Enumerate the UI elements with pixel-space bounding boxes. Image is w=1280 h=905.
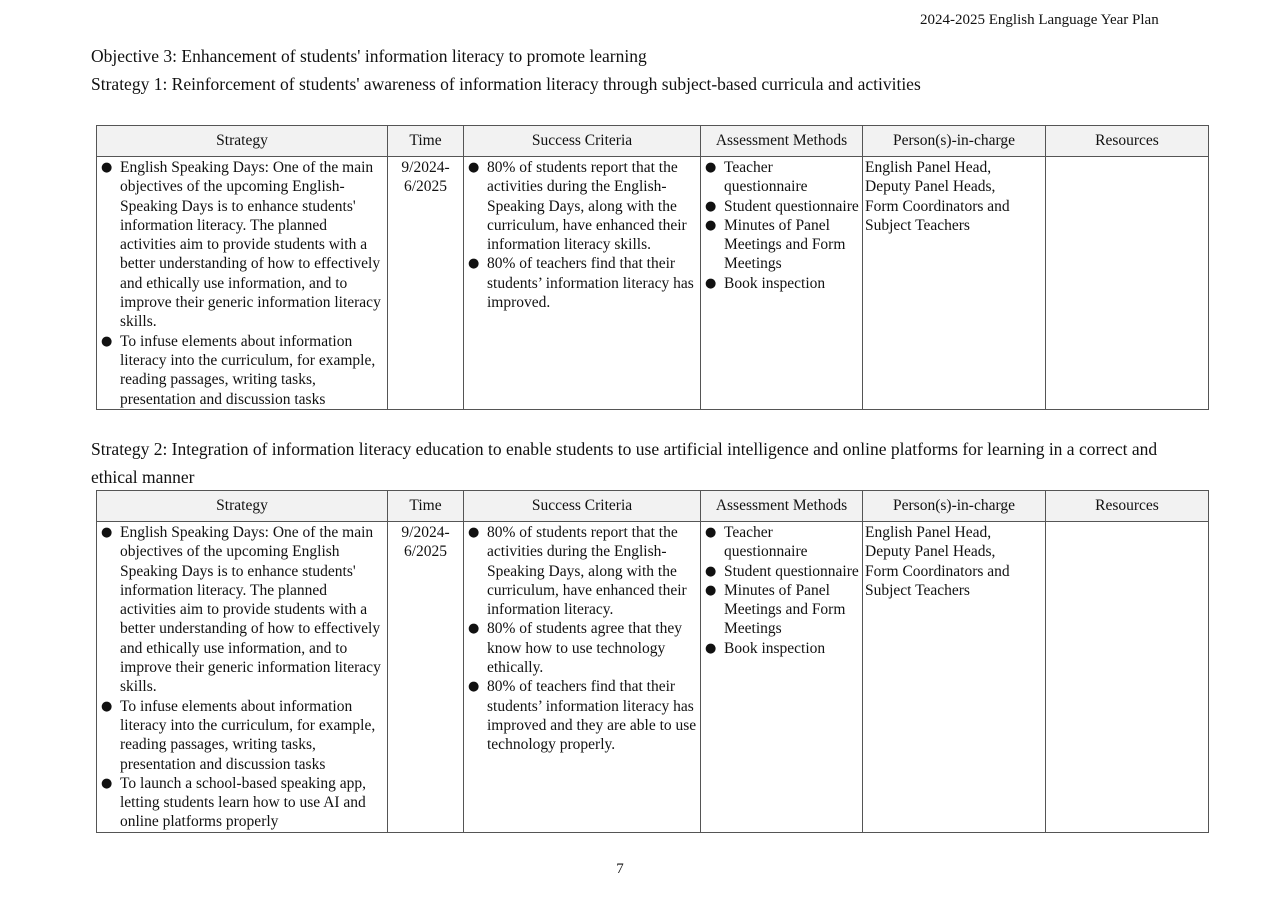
strategy-2-table — [96, 490, 1209, 833]
strategy-cell — [97, 157, 388, 410]
assessment-item: ● Student questionnaire — [703, 197, 860, 216]
criteria-item: ● 80% of teachers find that their students’ information literacy has improved and they are able to use technology properly. — [466, 677, 698, 754]
col-header-resources: Resources — [1046, 491, 1209, 522]
assessment-item: ● Minutes of Panel Meetings and Form Meetings — [703, 216, 860, 274]
strategy-item: ● To infuse elements about information literacy into the curriculum, for example, reading passages, writing tasks, presentation and discussion tasks — [99, 697, 385, 774]
col-header-persons-in-charge: Person(s)-in-charge — [863, 491, 1046, 522]
persons-in-charge-cell: English Panel Head, Deputy Panel Heads, Form Coordinators and Subject Teachers — [863, 157, 1046, 410]
col-header-success-criteria: Success Criteria — [464, 491, 701, 522]
strategy-item: ● English Speaking Days: One of the main objectives of the upcoming English Speaking Days is to enhance students' information literacy. The planned activities aim to provide students with a better understanding of how to effectively and ethically use information, and to improve their generic information literacy skills. — [99, 523, 385, 697]
strategy-item: ● English Speaking Days: One of the main objectives of the upcoming English-Speaking Days is to enhance students' information literacy. The planned activities aim to provide students with a better understanding of how to effectively and ethically use information, and to improve their generic information literacy skills. — [99, 158, 385, 332]
assessment-methods-cell — [701, 522, 863, 833]
strategy-item: ● To launch a school-based speaking app, letting students learn how to use AI and online platforms properly — [99, 774, 385, 832]
strategy-cell — [97, 522, 388, 833]
strategy-1-heading: Strategy 1: Reinforcement of students' awareness of information literacy through subject-based curricula and activities — [91, 74, 921, 94]
assessment-item: ● Book inspection — [703, 274, 860, 293]
assessment-item: ● Teacher questionnaire — [703, 158, 860, 197]
table-row — [97, 157, 1209, 410]
assessment-item: ● Student questionnaire — [703, 562, 860, 581]
assessment-item: ● Minutes of Panel Meetings and Form Meetings — [703, 581, 860, 639]
success-criteria-cell — [464, 157, 701, 410]
criteria-item: ● 80% of students agree that they know how to use technology ethically. — [466, 619, 698, 677]
table-header-row — [97, 491, 1209, 522]
assessment-methods-cell — [701, 157, 863, 410]
assessment-item: ● Teacher questionnaire — [703, 523, 860, 562]
strategy-1-table — [96, 125, 1209, 410]
table-row — [97, 522, 1209, 833]
success-criteria-cell — [464, 522, 701, 833]
persons-in-charge-cell: English Panel Head, Deputy Panel Heads, Form Coordinators and Subject Teachers — [863, 522, 1046, 833]
resources-cell — [1046, 157, 1209, 410]
col-header-strategy: Strategy — [97, 126, 388, 157]
assessment-item: ● Book inspection — [703, 639, 860, 658]
time-cell: 9/2024- 6/2025 — [388, 522, 464, 833]
resources-cell — [1046, 522, 1209, 833]
col-header-resources: Resources — [1046, 126, 1209, 157]
col-header-assessment-methods: Assessment Methods — [701, 126, 863, 157]
col-header-strategy: Strategy — [97, 491, 388, 522]
col-header-time: Time — [388, 491, 464, 522]
col-header-time: Time — [388, 126, 464, 157]
strategy-item: ● To infuse elements about information literacy into the curriculum, for example, reading passages, writing tasks, presentation and discussion tasks — [99, 332, 385, 409]
criteria-item: ● 80% of teachers find that their students’ information literacy has improved. — [466, 254, 698, 312]
strategy-2-heading: Strategy 2: Integration of information literacy education to enable students to use artificial intelligence and online platforms for learning in a correct and ethical manner — [91, 439, 1158, 487]
col-header-assessment-methods: Assessment Methods — [701, 491, 863, 522]
document-header-title: 2024-2025 English Language Year Plan — [920, 12, 1159, 28]
col-header-persons-in-charge: Person(s)-in-charge — [863, 126, 1046, 157]
page-number: 7 — [616, 861, 624, 877]
table-header-row — [97, 126, 1209, 157]
criteria-item: ● 80% of students report that the activities during the English-Speaking Days, along with the curriculum, have enhanced their information literacy. — [466, 523, 698, 619]
time-cell: 9/2024- 6/2025 — [388, 157, 464, 410]
col-header-success-criteria: Success Criteria — [464, 126, 701, 157]
objective-heading: Objective 3: Enhancement of students' information literacy to promote learning — [91, 46, 647, 66]
criteria-item: ● 80% of students report that the activities during the English-Speaking Days, along with the curriculum, have enhanced their information literacy skills. — [466, 158, 698, 254]
